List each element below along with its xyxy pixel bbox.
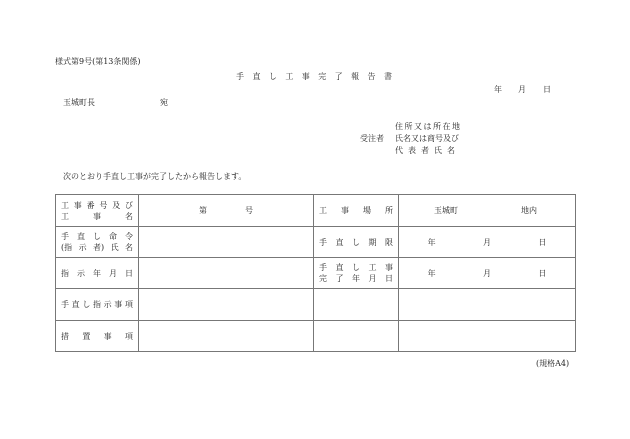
label-char: 号 [245,206,253,215]
label-char: 令 [125,232,133,241]
title-char: 完 [318,72,327,81]
form-id: 様式第9号(第13条関係) [55,57,141,66]
page-title [236,71,392,82]
label-char: 手 [61,232,69,241]
contractor-name-label: 氏名又は商号及び [395,134,459,143]
title-char: 事 [301,72,310,81]
title-char: 報 [351,72,360,81]
label-char: 置 [82,331,91,341]
contractor-role: 受注者 [360,134,384,143]
label-char: 所 [385,206,393,215]
label-char: し [93,232,101,241]
measures-field-3[interactable] [399,321,576,352]
label-char: 限 [385,237,393,247]
label-char: 年 [352,274,360,283]
label-char: し [352,237,360,247]
date-month: 月 [518,85,526,94]
title-char: 書 [383,72,392,81]
label-char: 地内 [521,206,537,215]
label-char: 第 [199,206,207,215]
label-char: 月 [368,274,377,283]
label-char: 名 [125,211,133,221]
contractor-rep-label: 代表者氏名 [395,146,460,155]
paper-size-note: (規格A4) [536,359,570,368]
label-char: 号 [99,200,108,210]
date-year: 年 [494,85,502,94]
label-char: 工 [368,263,377,272]
label-char: 玉城町 [434,206,458,215]
label-char: 示 [77,268,85,278]
contractor-address-label: 住所又は所在地 [395,122,462,131]
label-char: 日 [385,274,393,283]
label-char: 手 [319,237,327,247]
label-char: 了 [335,274,344,283]
label-work-number-name [56,195,139,227]
label-char: 者) [93,243,105,252]
label-char: 事 [385,263,393,272]
label-char: 命 [109,232,117,241]
intro-text: 次のとおり手直し工事が完了したから報告します。 [63,172,247,181]
label-char: し [352,263,360,272]
label-char: 日 [125,268,133,278]
title-char: 直 [252,72,261,81]
label-char: 年 [93,268,101,278]
label-char: 直 [335,237,344,247]
label-char: 事 [93,211,101,221]
label-char: 措 [61,331,69,341]
label-char: 手 [61,300,69,309]
label-char: び [124,200,133,210]
work-number-field[interactable] [139,195,314,227]
label-char: 月 [109,268,117,278]
instructor-name-field[interactable] [139,227,314,258]
label-char: 項 [124,331,133,341]
instruction-date-field[interactable] [139,258,314,289]
label-char: 示 [103,300,112,309]
label-char: 工 [319,206,327,215]
title-char: 了 [334,72,343,81]
label-deadline [314,227,399,258]
label-char: 番 [86,200,95,210]
label-char: 日 [538,268,547,278]
label-char: 期 [368,237,377,247]
title-char: し [268,72,277,81]
label-char: 氏 [110,243,119,252]
label-measures [56,321,139,352]
label-instructor-name [56,227,139,258]
measures-field[interactable] [139,321,314,352]
addressee-honorific: 宛 [160,98,168,107]
label-char: 事 [114,300,123,309]
label-completion-date [314,258,399,289]
label-char: 指 [92,300,101,309]
label-char: 名 [125,243,133,252]
title-char: 手 [236,72,244,81]
work-location-field[interactable] [399,195,576,227]
label-char: 直 [77,232,85,241]
instruction-items-field[interactable] [139,289,314,321]
label-char: 手 [319,263,327,272]
label-char: 工 [61,200,69,210]
label-char: 月 [482,237,491,247]
label-char: 及 [112,200,121,210]
instruction-items-field-2[interactable] [314,289,399,321]
label-instruction-date [56,258,139,289]
label-instruction-items [56,289,139,321]
label-char: 月 [482,268,491,278]
label-char: 年 [427,268,436,278]
label-char: 事 [103,331,112,341]
label-char: 指 [61,268,69,278]
completion-date-field[interactable] [399,258,576,289]
label-char: し [82,300,91,309]
label-char: 工 [61,211,69,221]
measures-field-2[interactable] [314,321,399,352]
label-char: 示 [78,243,87,252]
label-char: 日 [538,237,547,247]
title-char: 告 [367,72,376,81]
label-char: 項 [124,300,133,309]
label-char: 事 [73,200,82,210]
label-char: 年 [427,237,436,247]
label-char: 直 [71,300,80,309]
label-char: 事 [341,206,349,215]
date-day: 日 [543,85,551,94]
label-work-location [314,195,399,227]
label-char: 直 [335,263,344,272]
report-table [55,194,576,352]
addressee-name: 玉城町長 [63,98,95,107]
instruction-items-field-3[interactable] [399,289,576,321]
label-char: 場 [363,206,371,215]
deadline-field[interactable] [399,227,576,258]
title-char: 工 [285,72,294,81]
label-char: (指 [61,243,73,252]
label-char: 完 [319,274,327,283]
